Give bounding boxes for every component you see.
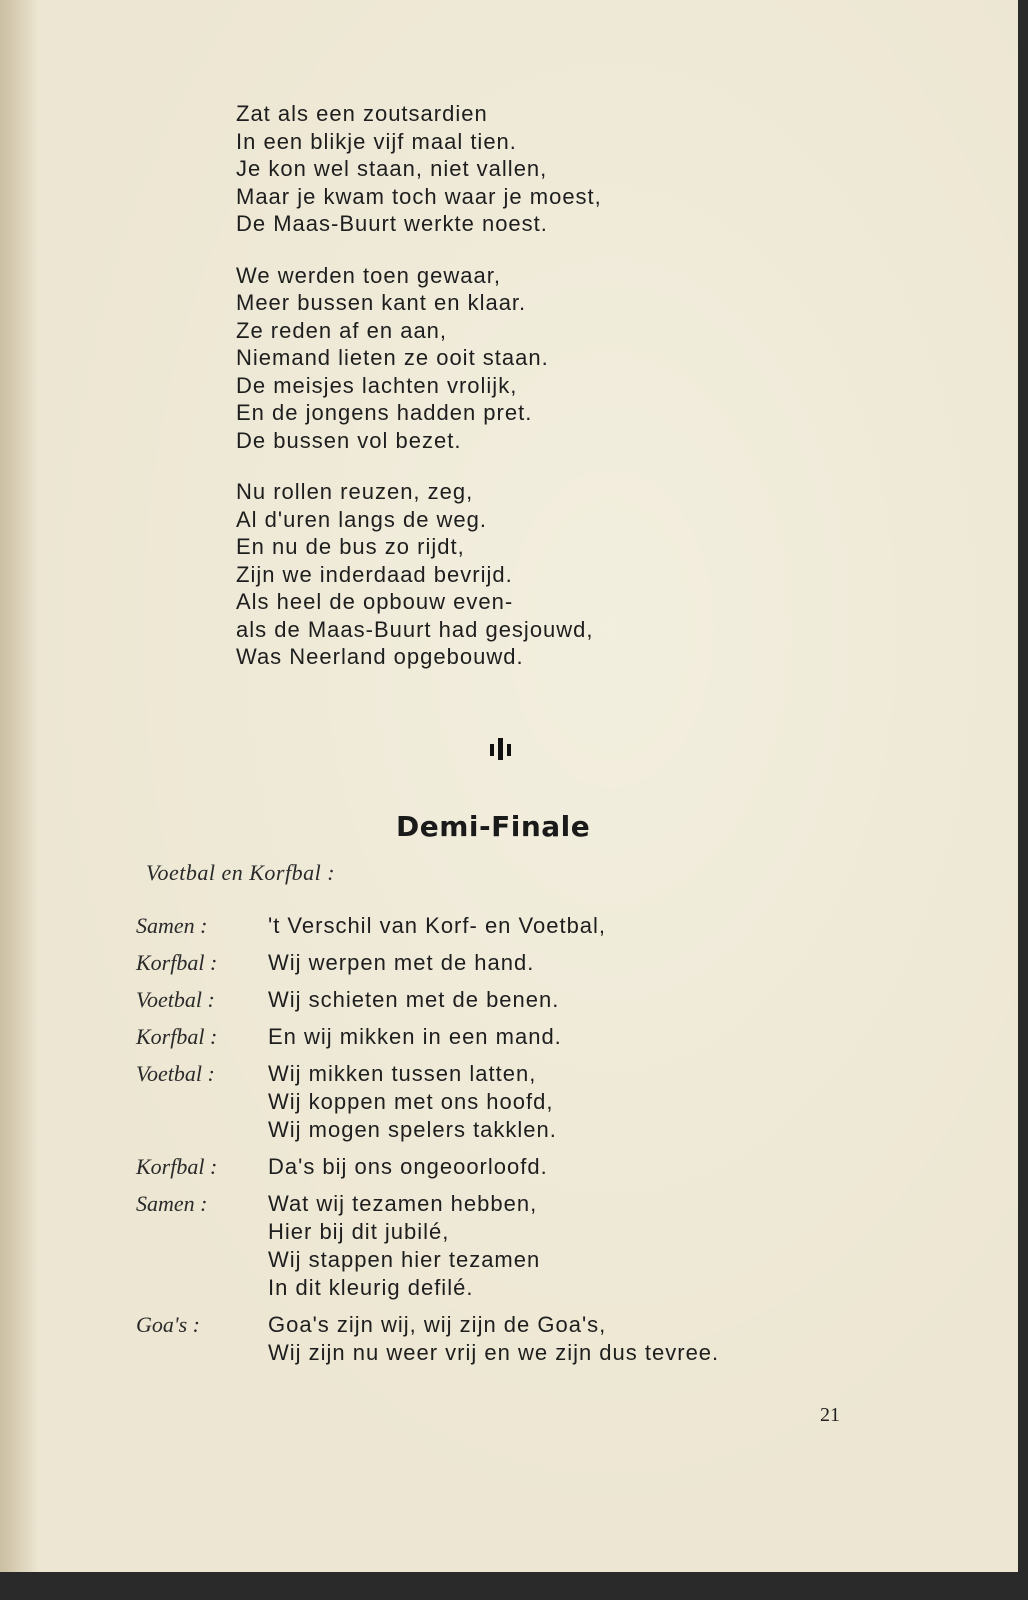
- stanza: [236, 100, 602, 238]
- poem: [236, 100, 602, 695]
- poem-line: Maar je kwam toch waar je moest,: [236, 183, 602, 209]
- section-title: Demi-Finale: [396, 810, 591, 843]
- speaker-label: Korfbal :: [136, 950, 218, 975]
- speaker-label: Voetbal :: [136, 1061, 215, 1086]
- speech-line: Wij mogen spelers takklen.: [268, 1117, 557, 1142]
- speaker-label: Samen :: [136, 1191, 208, 1216]
- speech: [268, 1190, 776, 1302]
- speech-line: Wij stappen hier tezamen: [268, 1247, 541, 1272]
- poem-line: En nu de bus zo rijdt,: [236, 534, 465, 559]
- speaker-label: Samen :: [136, 913, 208, 938]
- poem-line: We werden toen gewaar,: [236, 262, 501, 288]
- speech: [268, 1153, 776, 1181]
- poem-line: Als heel de opbouw even-: [236, 589, 514, 614]
- poem-line: Meer bussen kant en klaar.: [236, 290, 527, 315]
- poem-line: De meisjes lachten vrolijk,: [236, 372, 518, 398]
- poem-line: Niemand lieten ze ooit staan.: [236, 345, 549, 370]
- dialogue-entry: [136, 986, 776, 1014]
- poem-line: In een blikje vijf maal tien.: [236, 128, 517, 154]
- speech-line: En wij mikken in een mand.: [268, 1024, 562, 1049]
- poem-line: als de Maas-Buurt had gesjouwd,: [236, 616, 594, 642]
- dialogue-entry: [136, 912, 776, 940]
- poem-line: De bussen vol bezet.: [236, 427, 462, 453]
- speech: [268, 986, 776, 1014]
- dialogue-entry: [136, 1153, 776, 1181]
- speech-line: Wij zijn nu weer vrij en we zijn dus tevree.: [268, 1340, 720, 1365]
- poem-line: Al d'uren langs de weg.: [236, 506, 488, 532]
- dialogue-entry: [136, 1023, 776, 1051]
- speech: [268, 949, 776, 977]
- speaker-label: Goa's :: [136, 1312, 200, 1337]
- section-subtitle: Voetbal en Korfbal :: [146, 860, 336, 885]
- speech-line: Hier bij dit jubilé,: [268, 1219, 450, 1244]
- speech: [268, 1023, 776, 1051]
- speaker-label: Korfbal :: [136, 1024, 218, 1049]
- speaker-label: Voetbal :: [136, 987, 215, 1012]
- poem-line: Was Neerland opgebouwd.: [236, 644, 524, 669]
- speech-line: 't Verschil van Korf- en Voetbal,: [268, 913, 607, 938]
- dialogue-entry: [136, 949, 776, 977]
- speech: [268, 1311, 776, 1367]
- speech: [268, 912, 776, 940]
- speech-line: Goa's zijn wij, wij zijn de Goa's,: [268, 1312, 607, 1337]
- poem-line: En de jongens hadden pret.: [236, 400, 533, 425]
- dialogue-entry: [136, 1060, 776, 1144]
- dialogue-entry: [136, 1190, 776, 1302]
- poem-line: Ze reden af en aan,: [236, 317, 448, 343]
- poem-line: Nu rollen reuzen, zeg,: [236, 479, 474, 504]
- dialogue: [136, 912, 776, 1376]
- speaker-label: Korfbal :: [136, 1154, 218, 1179]
- page-number: 21: [820, 1404, 840, 1426]
- bar-ornament-icon: [490, 738, 514, 760]
- speech-line: Wat wij tezamen hebben,: [268, 1191, 538, 1216]
- dialogue-entry: [136, 1311, 776, 1367]
- poem-line: Zijn we inderdaad bevrijd.: [236, 561, 513, 587]
- speech-line: Wij mikken tussen latten,: [268, 1061, 537, 1086]
- stanza: [236, 262, 602, 455]
- poem-line: Je kon wel staan, niet vallen,: [236, 156, 548, 181]
- speech: [268, 1060, 776, 1144]
- poem-line: Zat als een zoutsardien: [236, 101, 488, 126]
- speech-line: Wij koppen met ons hoofd,: [268, 1089, 554, 1114]
- speech-line: Wij werpen met de hand.: [268, 950, 535, 975]
- speech-line: Wij schieten met de benen.: [268, 987, 560, 1012]
- stanza: [236, 478, 602, 671]
- speech-line: Da's bij ons ongeoorloofd.: [268, 1154, 548, 1179]
- poem-line: De Maas-Buurt werkte noest.: [236, 211, 548, 236]
- speech-line: In dit kleurig defilé.: [268, 1275, 474, 1300]
